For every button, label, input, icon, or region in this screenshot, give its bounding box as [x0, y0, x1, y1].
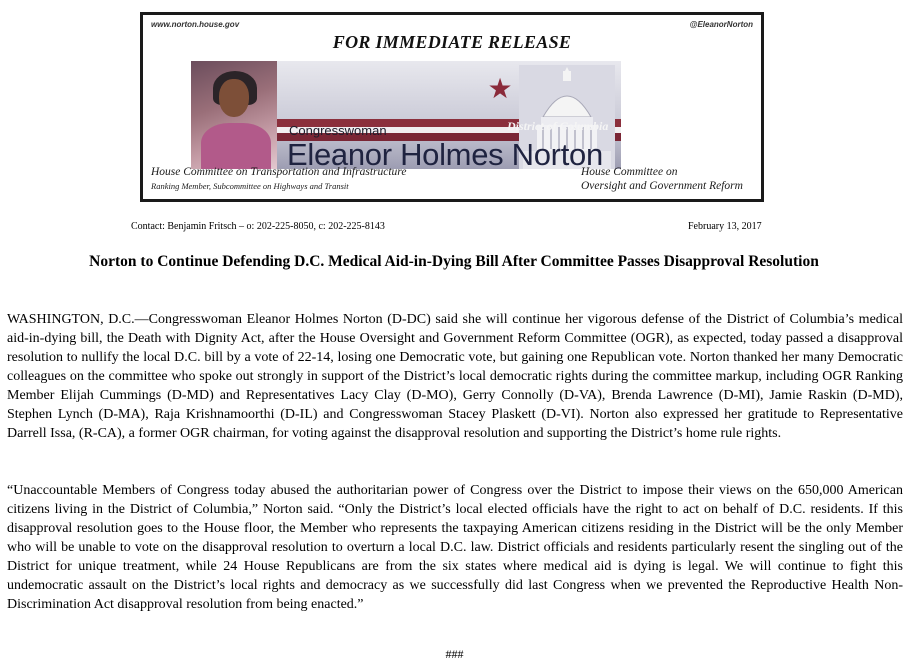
committee-transportation [151, 165, 406, 193]
member-portrait [191, 61, 277, 169]
letterhead-banner [140, 12, 764, 202]
portrait-face [219, 79, 249, 117]
member-title: Congresswoman [289, 123, 387, 138]
committee-name-line1: House Committee on [581, 166, 678, 178]
star-icon: ★ [487, 74, 513, 105]
flag-band [191, 61, 621, 169]
release-label: FOR IMMEDIATE RELEASE [332, 32, 572, 52]
portrait-body [201, 123, 271, 169]
end-mark: ### [445, 647, 464, 661]
body-paragraph: WASHINGTON, D.C.—Congresswoman Eleanor Holmes Norton (D-DC) said she will continue her vigorous defense of the District of Columbia’s medical aid-in-dying bill, the Death with Dignity Act, after the House Oversight and Government Reform Committee (OGR), as expected, today passed a disapproval resolution to nullify the local D.C. bill by a vote of 22-14, losing one Democratic vote, but gaining one Republican vote. Norton thanked her many Democratic colleagues on the committee who spoke out strongly in support of the District’s local democratic rights during the committee markup, including OGR Ranking Member Elijah Cummings (D-MD) and Representatives Lacy Clay (D-MO), Gerry Connolly (D-VA), Brenda Lawrence (D-MI), Jamie Raskin (D-MD), Stephen Lynch (D-MA), Raja Krishnamoorthi (D-IL) and Congresswoman Stacey Plaskett (D-VI). Norton also expressed her gratitude to Representative Darrell Issa, (R-CA), a former OGR chairman, for voting against the disapproval resolution and supporting the District’s home rule rights. [7, 312, 903, 441]
website-url: www.norton.house.gov [151, 20, 240, 29]
press-contact: Contact: Benjamin Fritsch – o: 202-225-8050, c: 202-225-8143 [131, 221, 385, 232]
twitter-handle: @EleanorNorton [689, 20, 753, 29]
member-name: Eleanor Holmes Norton [287, 137, 603, 169]
committee-oversight [581, 165, 743, 193]
body-paragraph: “Unaccountable Members of Congress today abused the authoritarian power of Congress over the District to impose their views on the 650,000 American citizens living in the District of Columbia,” Norton said. “Only the District’s local elected officials have the right to act on behalf of D.C. residents. If this disapproval resolution goes to the House floor, the Member who represents the taxpaying American citizens residing in the District will be the only Member who will be unable to vote on the disapproval resolution to overturn a local D.C. law. District officials and residents particularly resent the singling out of the District for unique treatment, while 24 House Republicans are from the six states where medical aid is dying is legal. We will continue to fight this undemocratic assault on the District’s local rights and democracy as we successfully did last Congress when we prevented the Reproductive Health Non-Discrimination Act disapproval resolution from being enacted.” [7, 483, 903, 612]
district-label: District of Columbia [507, 119, 609, 133]
committee-role: Ranking Member, Subcommittee on Highways and Transit [151, 181, 349, 191]
press-release-headline: Norton to Continue Defending D.C. Medical Aid-in-Dying Bill After Committee Passes Disapproval Resolution [89, 253, 819, 270]
committee-name-line2: Oversight and Government Reform [581, 180, 743, 192]
committee-name: House Committee on Transportation and Infrastructure [151, 166, 407, 178]
release-date: February 13, 2017 [688, 221, 762, 232]
